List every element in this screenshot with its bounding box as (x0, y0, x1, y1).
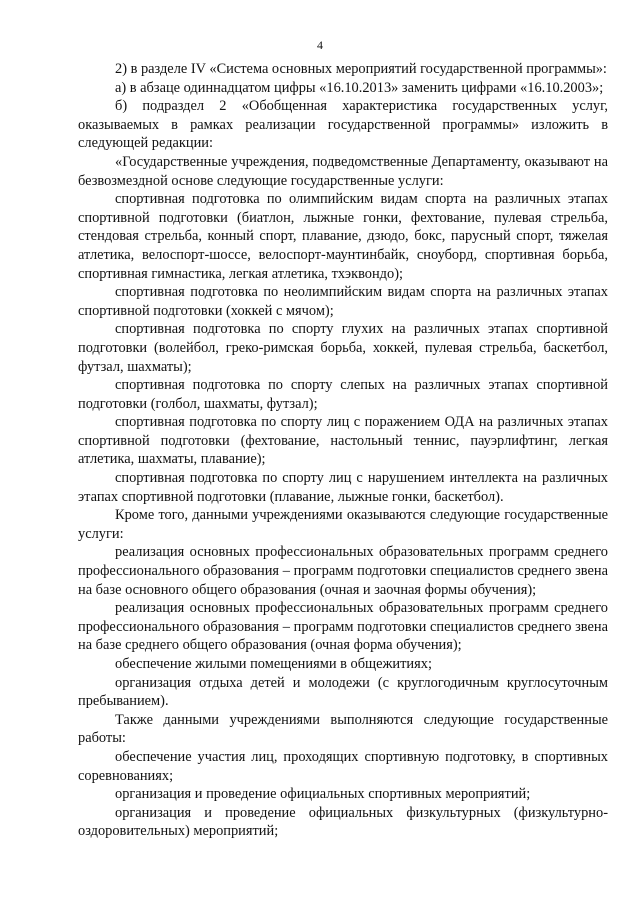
paragraph-education-secondary: реализация основных профессиональных образовательных программ среднего профессионального образования – программ подготовки специалистов среднего звена на базе среднего общего образования (очная форма обучения); (78, 600, 608, 654)
paragraph-services-intro: «Государственные учреждения, подведомственные Департаменту, оказывают на безвозмездной основе следующие государственные услуги: (78, 153, 608, 189)
paragraph-additional-services: Кроме того, данными учреждениями оказываются следующие государственные услуги: (78, 507, 608, 542)
paragraph-blind-sports: спортивная подготовка по спорту слепых на различных этапах спортивной подготовки (голбол, шахматы, футзал); (78, 377, 608, 412)
paragraph-fitness-events: организация и проведение официальных физкультурных (физкультурно-оздоровительных) мероприятий; (78, 804, 608, 840)
paragraph-oda-sports: спортивная подготовка по спорту лиц с поражением ОДА на различных этапах спортивной подготовки (фехтование, настольный теннис, пауэрлифтинг, легкая атлетика, шахматы, плавание); (78, 414, 608, 468)
paragraph-item-a: а) в абзаце одиннадцатом цифры «16.10.2013» заменить цифрами «16.10.2003»; (115, 79, 604, 96)
paragraph-youth-recreation: организация отдыха детей и молодежи (с круглогодичным круглосуточным пребыванием). (78, 674, 608, 710)
paragraph-dormitory: обеспечение жилыми помещениями в общежитиях; (115, 656, 432, 672)
paragraph-works-intro: Также данными учреждениями выполняются следующие государственные работы: (78, 711, 608, 747)
page-number: 4 (317, 38, 323, 52)
document-body (78, 60, 608, 841)
paragraph-sports-events: организация и проведение официальных спортивных мероприятий; (115, 786, 531, 803)
paragraph-item-b: б) подраздел 2 «Обобщенная характеристика государственных услуг, оказываемых в рамках реализации государственной программы» изложить в следующей редакции: (78, 98, 608, 152)
paragraph-non-olympic-sports: спортивная подготовка по неолимпийским видам спорта на различных этапах спортивной подготовки (хоккей с мячом); (78, 284, 608, 319)
paragraph-intellect-sports: спортивная подготовка по спорту лиц с нарушением интеллекта на различных этапах спортивной подготовки (плавание, лыжные гонки, баскетбол). (78, 470, 608, 505)
paragraph-olympic-sports: спортивная подготовка по олимпийским видам спорта на различных этапах спортивной подготовки (биатлон, лыжные гонки, фехтование, пулевая стрельба, стендовая стрельба, конный спорт, плавание, дзюдо, бокс, парусный спорт, тяжелая атлетика, велоспорт-шоссе, велоспорт-маунтинбайк, сноуборд, спортивная борьба, спортивная гимнастика, легкая атлетика, тхэквондо); (78, 191, 608, 282)
paragraph-deaf-sports: спортивная подготовка по спорту глухих на различных этапах спортивной подготовки (волейбол, греко-римская борьба, хоккей, пулевая стрельба, баскетбол, футзал, шахматы); (78, 321, 608, 375)
paragraph-education-basic: реализация основных профессиональных образовательных программ среднего профессионального образования – программ подготовки специалистов среднего звена на базе основного общего образования (очная и заочная формы обучения); (78, 544, 608, 598)
paragraph-competition-participation: обеспечение участия лиц, проходящих спортивную подготовку, в спортивных соревнованиях; (78, 748, 608, 784)
paragraph-section-iv-intro: 2) в разделе IV «Система основных мероприятий государственной программы»: (115, 61, 607, 77)
